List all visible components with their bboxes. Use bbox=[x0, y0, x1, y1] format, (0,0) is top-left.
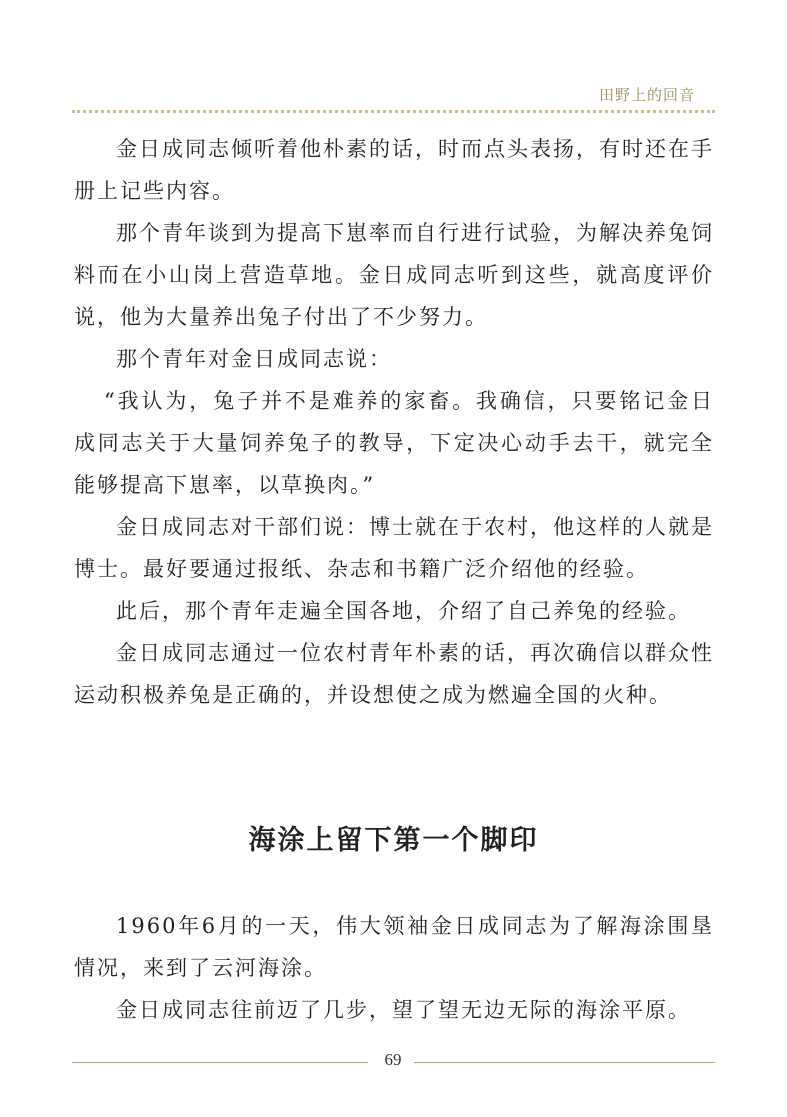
header-dotted-divider bbox=[72, 110, 715, 113]
paragraph-quote: “我认为，兔子并不是难养的家畜。我确信，只要铭记金日成同志关于大量饲养兔子的教导，下定决心动手去干，就完全能够提高下崽率，以草换肉。” bbox=[74, 389, 714, 497]
paragraph: 那个青年谈到为提高下崽率而自行进行试验，为解决养兔饲料而在小山岗上营造草地。金日成同志听到这些，就高度评价说，他为大量养出兔子付出了不少努力。 bbox=[74, 221, 714, 329]
running-head-title: 田野上的回音 bbox=[598, 86, 695, 104]
paragraph: 金日成同志对干部们说：博士就在于农村，他这样的人就是博士。最好要通过报纸、杂志和书籍广泛介绍他的经验。 bbox=[74, 515, 714, 581]
paragraph: 此后，那个青年走遍全国各地，介绍了自己养兔的经验。 bbox=[116, 599, 691, 623]
paragraph: 金日成同志往前迈了几步，望了望无边无际的海涂平原。 bbox=[116, 998, 691, 1022]
footer-rule-right bbox=[414, 1062, 715, 1063]
body-text-block-2 bbox=[74, 905, 714, 1031]
body-text-block-1 bbox=[74, 128, 714, 716]
page-number: 69 bbox=[384, 1050, 402, 1069]
paragraph: 那个青年对金日成同志说： bbox=[116, 347, 392, 371]
paragraph: 金日成同志通过一位农村青年朴素的话，再次确信以群众性运动积极养兔是正确的，并设想使之成为燃遍全国的火种。 bbox=[74, 641, 714, 707]
section-title: 海涂上留下第一个脚印 bbox=[248, 825, 539, 856]
paragraph: 1960年6月的一天，伟大领袖金日成同志为了解海涂围垦情况，来到了云河海涂。 bbox=[74, 914, 714, 980]
paragraph: 金日成同志倾听着他朴素的话，时而点头表扬，有时还在手册上记些内容。 bbox=[74, 137, 714, 203]
footer-rule-left bbox=[72, 1062, 368, 1063]
